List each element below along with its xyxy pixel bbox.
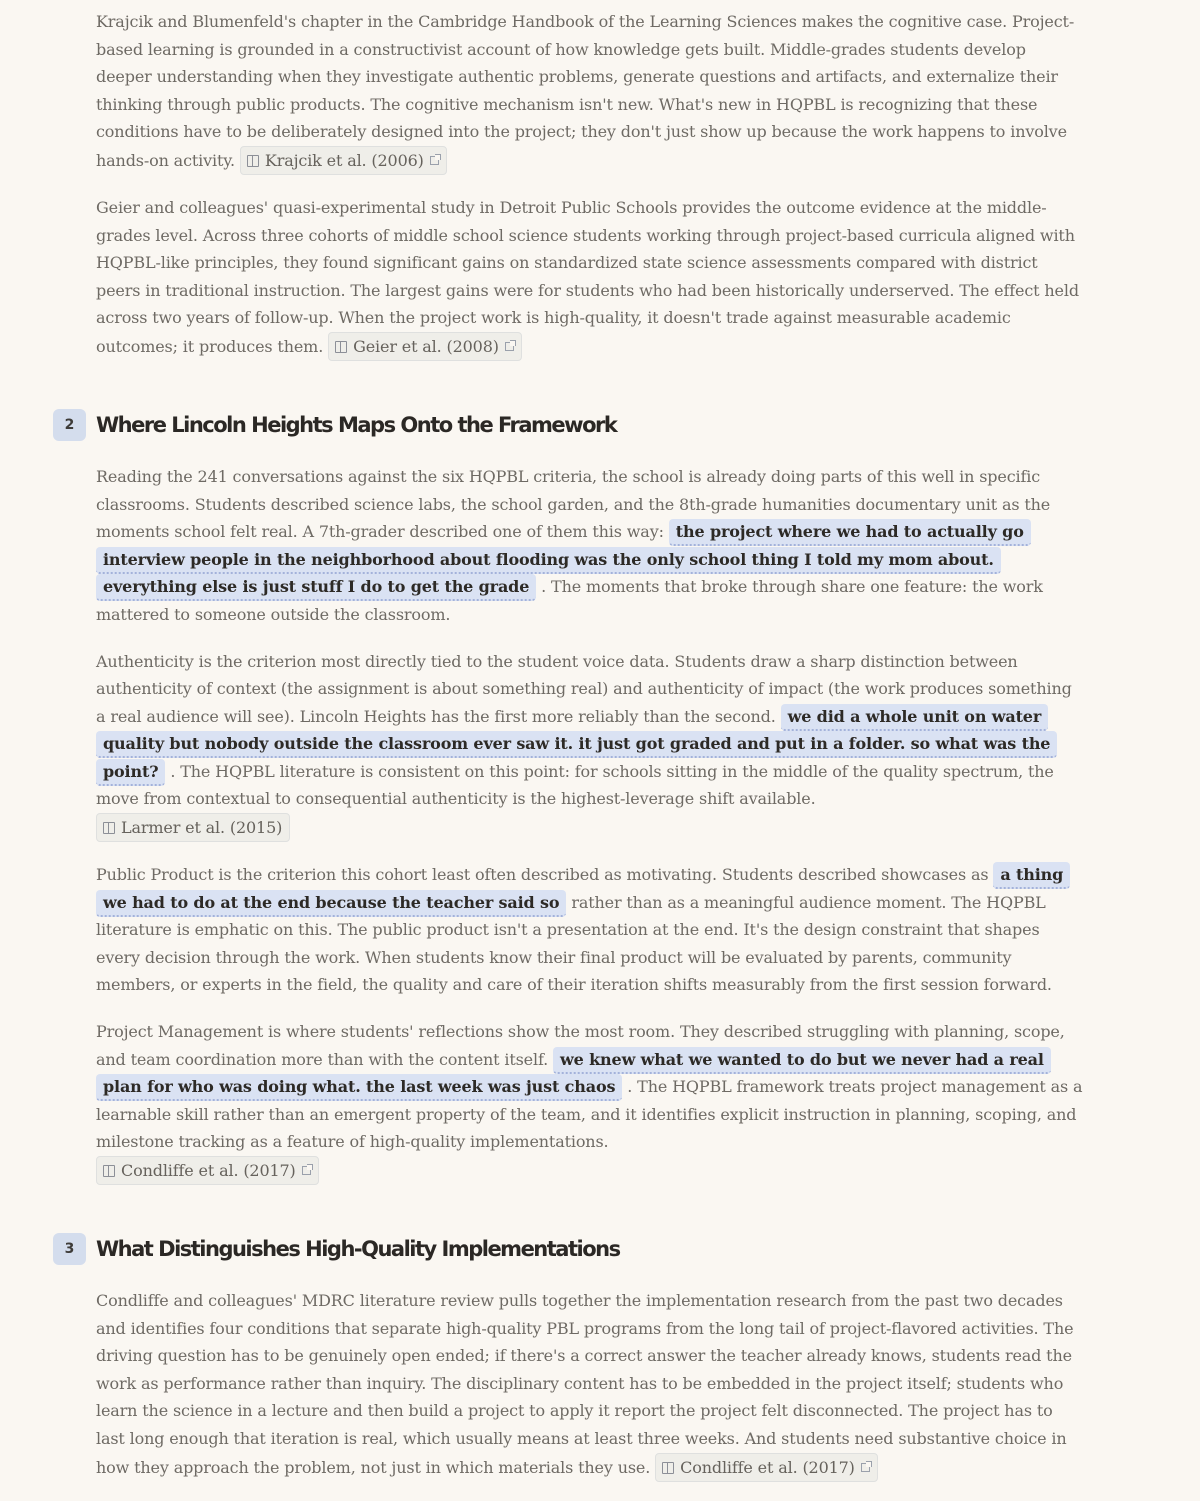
student-quote[interactable]: we knew what we wanted to do but we never had a real plan for who was doing what. the last week was just chaos xyxy=(96,1047,1051,1102)
external-link-icon xyxy=(861,1463,870,1472)
paragraph-text: Authenticity is the criterion most directly tied to the student voice data. Students draw a sharp distinction between authenticity of context (the assignment is about something real) and authenticity of impact (the work produces something a real audience will see). Lincoln Heights has the first more reliably than the second. xyxy=(96,651,1072,726)
paragraph-text: Reading the 241 conversations against the six HQPBL criteria, the school is already doing parts of this well in specific classrooms. Students described science labs, the school garden, and the 8th-grade humanities documentary unit as the moments school felt real. A 7th-grader described one of them this way: xyxy=(96,466,1051,542)
student-quote[interactable]: we did a whole unit on water quality but nobody outside the classroom ever saw it. it just got graded and put in a folder. so what was the point? xyxy=(96,704,1057,786)
citation-krajcik[interactable] xyxy=(240,146,447,175)
citation-label: Condliffe et al. (2017) xyxy=(121,1161,296,1180)
section-heading-2 xyxy=(64,407,1086,443)
citation-label: Krajcik et al. (2006) xyxy=(264,150,424,170)
paragraph-geier xyxy=(96,194,1086,361)
book-icon xyxy=(103,822,115,834)
book-icon xyxy=(103,1165,115,1177)
book-icon xyxy=(247,155,259,167)
paragraph-public-product xyxy=(96,861,1086,999)
citation-larmer[interactable] xyxy=(96,813,290,842)
paragraph-authenticity xyxy=(96,648,1086,843)
citation-condliffe[interactable] xyxy=(96,1156,319,1185)
section-title: Where Lincoln Heights Maps Onto the Framework xyxy=(96,412,617,437)
book-icon xyxy=(662,1462,674,1474)
citation-geier[interactable] xyxy=(328,332,522,361)
paragraph-text: Condliffe and colleagues' MDRC literature review pulls together the implementation research from the past two decades and identifies four conditions that separate high-quality PBL programs from the long tail of project-flavored activities. The driving question has to be genuinely open ended; if there's a correct answer the teacher already knows, students read the work as performance rather than inquiry. The disciplinary content has to be embedded in the project itself; students who learn the science in a lecture and then build a project to apply it report the project felt disconnected. The project has to last long enough that iteration is real, which usually means at least three weeks. And students need substantive choice in how they approach the problem, not just in which materials they use. xyxy=(96,1291,1074,1477)
section-number-badge: 3 xyxy=(53,1233,86,1265)
section-title: What Distinguishes High-Quality Implementations xyxy=(96,1237,620,1261)
section-heading-3 xyxy=(64,1231,1086,1267)
paragraph-text: Public Product is the criterion this cohort least often described as motivating. Students described showcases as xyxy=(96,865,994,885)
paragraph-text: Krajcik and Blumenfeld's chapter in the Cambridge Handbook of the Learning Sciences makes the cognitive case. Project-based learning is grounded in a constructivist account of how knowledge gets built. Middle-grades students develop deeper understanding when they investigate authentic problems, generate questions and artifacts, and externalize their thinking through public products. The cognitive mechanism isn't new. What's new in HQPBL is recognizing that these conditions have to be deliberately designed into the project; they don't just show up because the work happens to involve hands-on activity. xyxy=(96,12,1075,170)
student-quote[interactable]: the project where we had to actually go interview people in the neighborhood about flooding was the only school thing I told my mom about. everything else is just stuff I do to get the grade xyxy=(96,519,1031,601)
paragraph-krajcik xyxy=(96,8,1086,175)
citation-condliffe-review[interactable] xyxy=(655,1453,878,1482)
paragraph-text: . The moments that broke through share one feature: the work mattered to someone outside the classroom. xyxy=(96,577,1043,624)
citation-label: Condliffe et al. (2017) xyxy=(680,1457,855,1477)
paragraph-conversations xyxy=(96,463,1086,629)
book-icon xyxy=(335,341,347,353)
external-link-icon xyxy=(302,1166,311,1175)
section-number-badge: 2 xyxy=(53,409,86,441)
paragraph-condliffe-review xyxy=(96,1287,1086,1482)
article-body xyxy=(64,8,1086,1501)
paragraph-text: . The HQPBL literature is consistent on this point: for schools sitting in the middle of the quality spectrum, the move from contextual to consequential authenticity is the highest-leverage shift available. xyxy=(96,761,1054,809)
external-link-icon xyxy=(505,342,514,351)
paragraph-text: rather than as a meaningful audience moment. The HQPBL literature is emphatic on this. The public product isn't a presentation at the end. It's the design constraint that shapes every decision through the work. When students know their final product will be evaluated by parents, community members, or experts in the field, the quality and care of their iteration shifts measurably from the first session forward. xyxy=(96,892,1052,995)
paragraph-text: Geier and colleagues' quasi-experimental study in Detroit Public Schools provides the outcome evidence at the middle-grades level. Across three cohorts of middle school science students working through project-based curricula aligned with HQPBL-like principles, they found significant gains on standardized state science assessments compared with district peers in traditional instruction. The largest gains were for students who had been historically underserved. The effect held across two years of follow-up. When the project work is high-quality, it doesn't trade against measurable academic outcomes; it produces them. xyxy=(96,197,1079,356)
paragraph-project-management xyxy=(96,1018,1086,1185)
student-quote[interactable]: a thing we had to do at the end because the teacher said so xyxy=(96,862,1070,917)
paragraph-text: . The HQPBL framework treats project management as a learnable skill rather than an emergent property of the team, and it identifies explicit instruction in planning, scoping, and milestone tracking as a feature of high-quality implementations. xyxy=(96,1077,1083,1152)
citation-label: Geier et al. (2008) xyxy=(353,336,499,356)
external-link-icon xyxy=(430,156,439,165)
paragraph-text: Project Management is where students' reflections show the most room. They described struggling with planning, scope, and team coordination more than with the content itself. xyxy=(96,1022,1065,1069)
citation-label: Larmer et al. (2015) xyxy=(121,818,283,838)
